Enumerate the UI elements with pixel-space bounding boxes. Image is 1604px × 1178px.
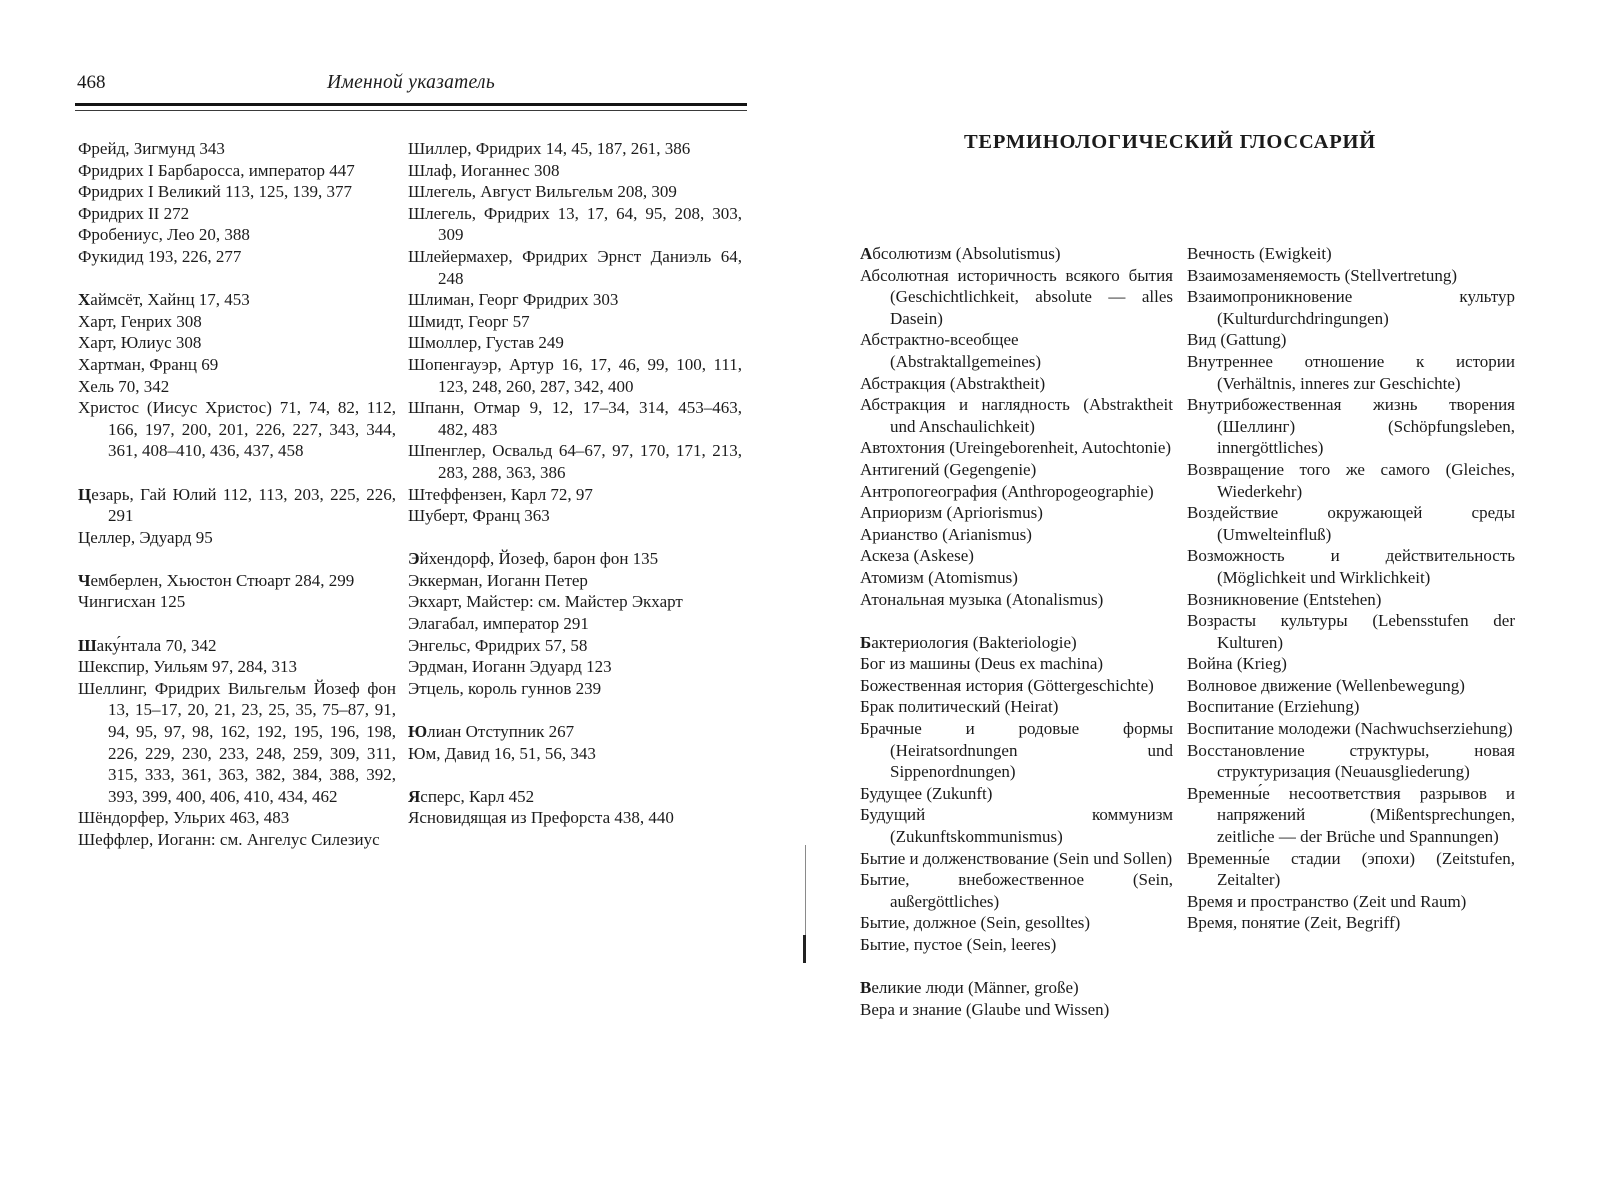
index-entry: Время и пространство (Zeit und Raum) xyxy=(1187,891,1467,911)
index-entry: Шеффлер, Иоганн: см. Ангелус Силезиус xyxy=(78,830,380,849)
index-entry: Эрдман, Иоганн Эдуард 123 xyxy=(408,657,612,677)
name-index-column-2 xyxy=(408,138,742,829)
scan-artifact-mark xyxy=(803,935,806,963)
index-entry: Фридрих I Барбаросса, император 447 xyxy=(78,160,355,180)
index-entry: Харт, Генрих 308 xyxy=(78,311,202,331)
index-entry: Бог из машины (Deus ex machina) xyxy=(860,654,1104,674)
index-entry: Возрасты культуры (Lebensstufen der Kulturen) xyxy=(1187,611,1515,652)
index-entry: Абстракция (Abstraktheit) xyxy=(860,373,1046,393)
entry-group xyxy=(408,138,742,527)
index-entry: Фридрих II 272 xyxy=(78,203,190,223)
index-entry: Атомизм (Atomismus) xyxy=(860,567,1018,587)
index-entry: Шёндорфер, Ульрих 463, 483 xyxy=(78,808,290,828)
index-entry: Возвращение того же самого (Gleiches, Wiederkehr) xyxy=(1187,459,1515,501)
index-entry: Автохтония (Ureingeborenheit, Autochtonie) xyxy=(860,438,1172,458)
running-header xyxy=(75,72,747,98)
index-entry: Воспитание (Erziehung) xyxy=(1187,697,1360,717)
page-number: 468 xyxy=(77,72,106,93)
index-entry: Временны́е несоответствия разрывов и напряжений (Mißentsprechungen, zeitliche — der Brüche und Spannungen) xyxy=(1187,783,1515,847)
index-entry: Возможность и действительность (Möglichkeit und Wirklichkeit) xyxy=(1187,546,1515,587)
index-entry: Абстрактно-всеобщее (Abstraktallgemeines) xyxy=(860,330,1042,371)
index-entry: Возникновение (Entstehen) xyxy=(1187,589,1382,609)
index-entry: Война (Krieg) xyxy=(1187,654,1287,674)
index-entry: Шмоллер, Густав 249 xyxy=(408,333,564,353)
index-entry: Вера и знание (Glaube und Wissen) xyxy=(860,999,1110,1019)
index-entry: Вид (Gattung) xyxy=(1187,330,1287,350)
index-entry: Шлиман, Георг Фридрих 303 xyxy=(408,290,619,310)
index-entry: Бытие, должное (Sein, gesolltes) xyxy=(860,913,1091,933)
index-entry: Волновое движение (Wellenbewegung) xyxy=(1187,675,1465,695)
index-entry: Брак политический (Heirat) xyxy=(860,697,1059,717)
index-entry: Бытие, внебожественное (Sein, außergöttliches) xyxy=(860,870,1173,911)
index-entry: Великие люди (Männer, große) xyxy=(860,978,1079,998)
index-entry: Антропогеография (Anthropogeographie) xyxy=(860,481,1154,501)
index-entry: Воспитание молодежи (Nachwuchserziehung) xyxy=(1187,719,1513,739)
index-entry: Шлейермахер, Фридрих Эрнст Даниэль 64, 248 xyxy=(408,246,742,288)
entry-group xyxy=(1187,243,1515,934)
index-entry: Вечность (Ewigkeit) xyxy=(1187,244,1332,263)
index-entry: Элагабал, император 291 xyxy=(408,614,589,634)
index-entry: Чемберлен, Хьюстон Стюарт 284, 299 xyxy=(78,570,355,590)
index-entry: Шлаф, Иоганнес 308 xyxy=(408,160,560,180)
index-entry: Шиллер, Фридрих 14, 45, 187, 261, 386 xyxy=(408,139,691,158)
entry-group xyxy=(408,786,742,829)
index-entry: Абстракция и наглядность (Abstraktheit und Anschaulichkeit) xyxy=(860,395,1173,436)
index-entry: Шпенглер, Освальд 64–67, 97, 170, 171, 213, 283, 288, 363, 386 xyxy=(408,441,742,482)
index-entry: Бактериология (Bakteriologie) xyxy=(860,632,1077,652)
index-entry: Атональная музыка (Atonalismus) xyxy=(860,589,1104,609)
index-entry: Фукидид 193, 226, 277 xyxy=(78,246,242,266)
index-entry: Восстановление структуры, новая структуризация (Neuausgliederung) xyxy=(1187,740,1515,782)
index-entry: Эйхендорф, Йозеф, барон фон 135 xyxy=(408,549,659,569)
index-entry: Внутреннее отношение к истории (Verhältnis, inneres zur Geschichte) xyxy=(1187,351,1515,393)
index-entry: Целлер, Эдуард 95 xyxy=(78,527,213,547)
index-entry: Ясновидящая из Префорста 438, 440 xyxy=(408,808,674,828)
name-index-column-1 xyxy=(78,138,396,851)
index-entry: Фрейд, Зигмунд 343 xyxy=(78,139,225,158)
entry-group xyxy=(78,289,396,462)
entry-group xyxy=(78,635,396,851)
index-entry: Внутрибожественная жизнь творения (Шеллинг) (Schöpfungsleben, innergöttliches) xyxy=(1187,395,1515,458)
entry-group xyxy=(860,632,1173,956)
index-entry: Фробениус, Лео 20, 388 xyxy=(78,225,250,245)
index-entry: Чингисхан 125 xyxy=(78,592,186,612)
index-entry: Воздействие окружающей среды (Umwelteinfluß) xyxy=(1187,503,1515,544)
index-entry: Хаймсёт, Хайнц 17, 453 xyxy=(78,290,250,310)
index-entry: Шлегель, Фридрих 13, 17, 64, 95, 208, 303, 309 xyxy=(408,203,742,245)
glossary-title: ТЕРМИНОЛОГИЧЕСКИЙ ГЛОССАРИЙ xyxy=(963,131,1377,153)
entry-group xyxy=(860,243,1173,610)
index-entry: Время, понятие (Zeit, Begriff) xyxy=(1187,913,1401,933)
glossary-column-2 xyxy=(1187,243,1515,934)
index-entry: Эккерман, Иоганн Петер xyxy=(408,570,588,590)
left-page-header xyxy=(75,72,747,111)
index-entry: Христос (Иисус Христос) 71, 74, 82, 112, 166, 197, 200, 201, 226, 227, 343, 344, 361, 408–410, 436, 437, 458 xyxy=(78,398,396,461)
index-entry: Антигений (Gegengenie) xyxy=(860,459,1037,479)
index-entry: Шпанн, Отмар 9, 12, 17–34, 314, 453–463, 482, 483 xyxy=(408,398,742,439)
index-entry: Юлиан Отступник 267 xyxy=(408,722,575,742)
index-entry: Экхарт, Майстер: см. Майстер Экхарт xyxy=(408,592,683,612)
scan-artifact-line xyxy=(805,845,806,935)
index-entry: Бытие и долженствование (Sein und Sollen) xyxy=(860,848,1173,868)
index-entry: Взаимопроникновение культур (Kulturdurchdringungen) xyxy=(1187,287,1515,328)
header-rule xyxy=(75,103,747,111)
entry-group xyxy=(78,138,396,268)
index-entry: Харт, Юлиус 308 xyxy=(78,333,202,353)
index-entry: Аскеза (Askese) xyxy=(860,546,974,566)
index-entry: Абсолютизм (Absolutismus) xyxy=(860,244,1061,263)
index-entry: Шуберт, Франц 363 xyxy=(408,506,550,526)
glossary-column-1 xyxy=(860,243,1173,1020)
index-entry: Арианство (Arianismus) xyxy=(860,524,1032,544)
index-entry: Фридрих I Великий 113, 125, 139, 377 xyxy=(78,182,352,202)
entry-group xyxy=(408,721,742,764)
entry-group xyxy=(78,484,396,549)
entry-group xyxy=(860,977,1173,1020)
index-entry: Априоризм (Apriorismus) xyxy=(860,503,1043,523)
running-header-title: Именной указатель xyxy=(326,72,496,93)
entry-group xyxy=(408,548,742,699)
index-entry: Шопенгауэр, Артур 16, 17, 46, 99, 100, 111, 123, 248, 260, 287, 342, 400 xyxy=(408,354,742,396)
index-entry: Шмидт, Георг 57 xyxy=(408,311,530,331)
index-entry: Этцель, король гуннов 239 xyxy=(408,678,602,698)
index-entry: Шаку́нтала 70, 342 xyxy=(78,635,217,655)
index-entry: Шлегель, Август Вильгельм 208, 309 xyxy=(408,182,677,202)
index-entry: Божественная история (Göttergeschichte) xyxy=(860,675,1154,695)
index-entry: Будущее (Zukunft) xyxy=(860,783,993,803)
index-entry: Будущий коммунизм (Zukunftskommunismus) xyxy=(860,805,1173,847)
entry-group xyxy=(78,570,396,613)
index-entry: Шеллинг, Фридрих Вильгельм Йозеф фон 13, 15–17, 20, 21, 23, 25, 35, 75–87, 91, 94, 95, 97, 98, 162, 192, 195, 196, 198, 226, 229, 230, 233, 248, 259, 309, 311, 315, 333, 361, 363, 382, 384, 388, 392, 393, 399, 400, 406, 410, 434, 462 xyxy=(78,678,396,806)
index-entry: Взаимозаменяемость (Stellvertretung) xyxy=(1187,265,1457,285)
index-entry: Ясперс, Карл 452 xyxy=(408,786,535,806)
index-entry: Цезарь, Гай Юлий 112, 113, 203, 225, 226, 291 xyxy=(78,484,396,526)
index-entry: Временны́е стадии (эпохи) (Zeitstufen, Zeitalter) xyxy=(1187,848,1515,890)
index-entry: Штеффензен, Карл 72, 97 xyxy=(408,484,593,504)
index-entry: Бытие, пустое (Sein, leeres) xyxy=(860,935,1057,954)
index-entry: Юм, Давид 16, 51, 56, 343 xyxy=(408,743,596,763)
index-entry: Хель 70, 342 xyxy=(78,376,170,396)
index-entry: Шекспир, Уильям 97, 284, 313 xyxy=(78,657,297,677)
index-entry: Брачные и родовые формы (Heiratsordnungen und Sippenordnungen) xyxy=(860,719,1173,782)
index-entry: Абсолютная историчность всякого бытия (Geschichtlichkeit, absolute — alles Dasein) xyxy=(860,265,1173,328)
index-entry: Энгельс, Фридрих 57, 58 xyxy=(408,635,588,655)
index-entry: Хартман, Франц 69 xyxy=(78,354,219,374)
